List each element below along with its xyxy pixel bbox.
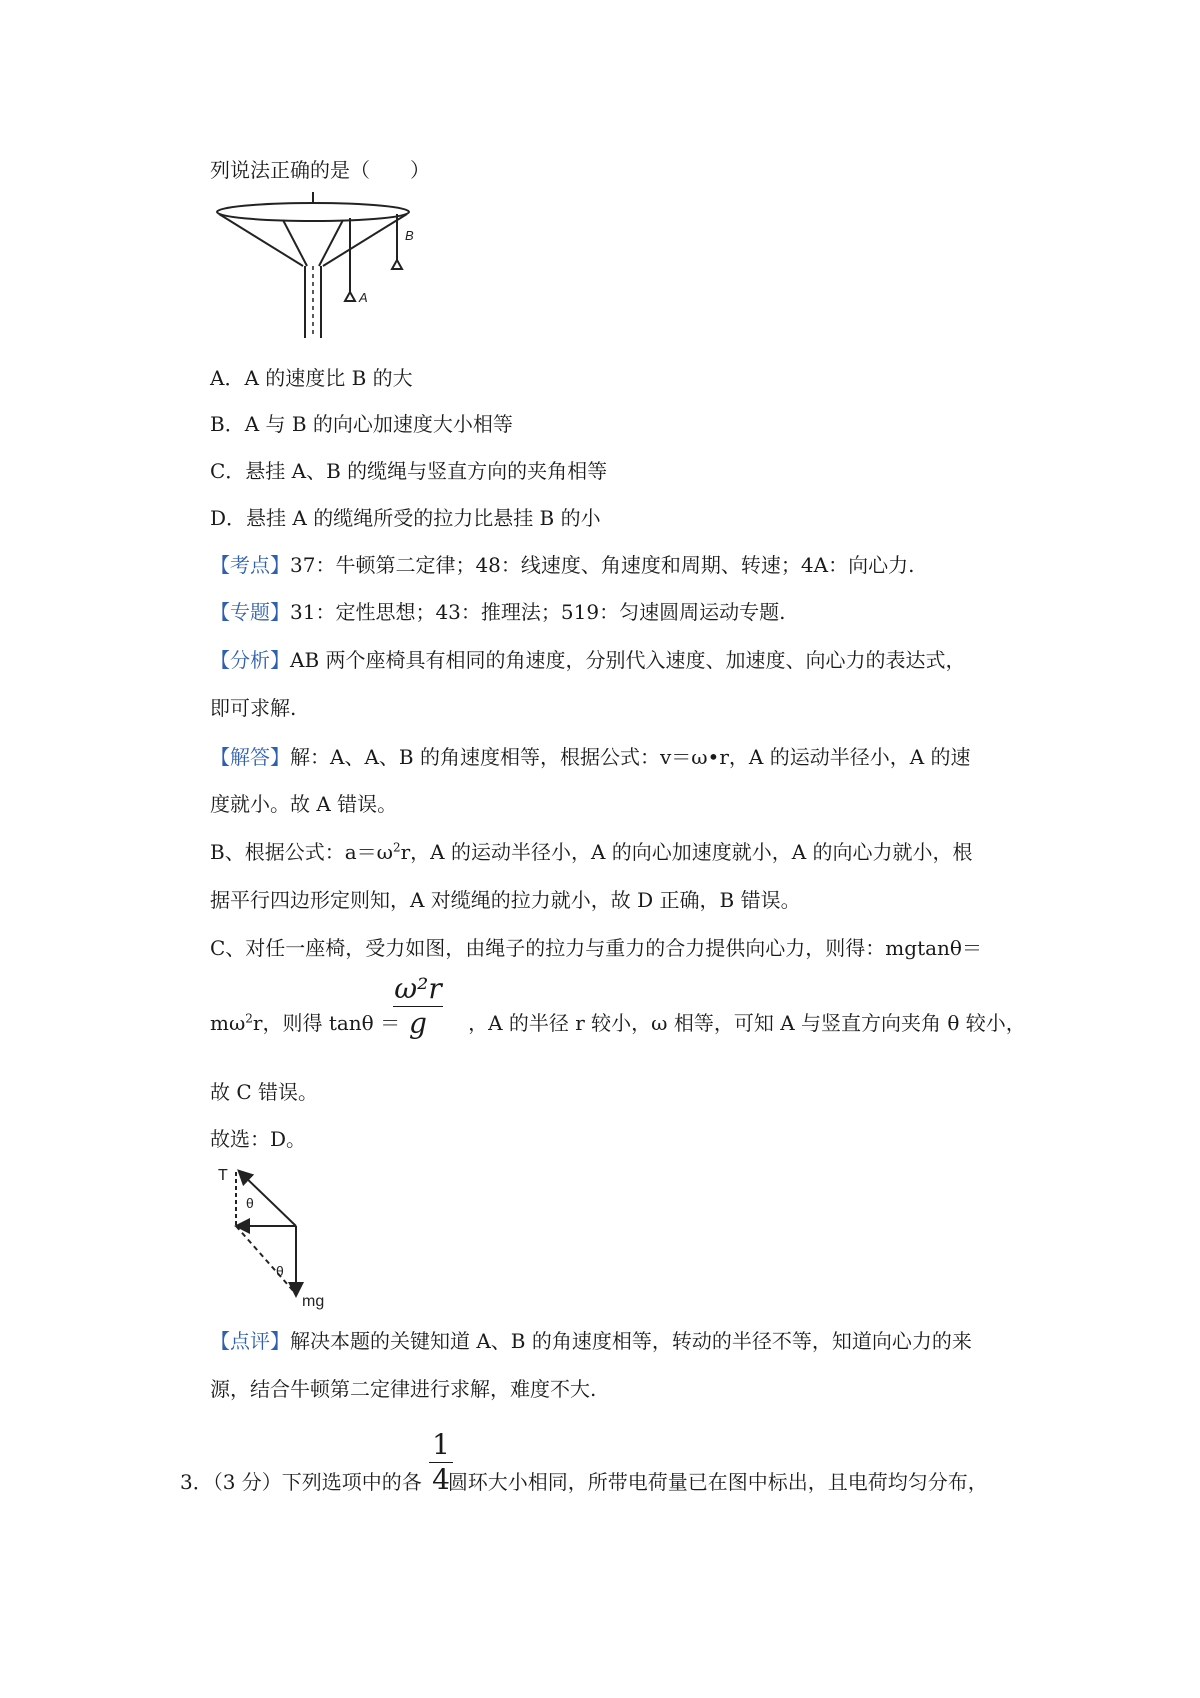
label-theta-bottom: θ [276,1263,284,1279]
zhuanti-line [210,598,785,626]
fenxi-tag: 【分析】 [210,648,290,672]
jieda-tag: 【解答】 [210,745,290,769]
dianping-line-1 [210,1327,972,1355]
zhuanti-tag: 【专题】 [210,600,290,624]
zhuanti-text: 31：定性思想；43：推理法；519：匀速圆周运动专题. [290,600,786,624]
part-b-text-a: B、根据公式：a＝ω [210,840,393,864]
option-b: B．A 与 B 的向心加速度大小相等 [210,412,513,436]
question-stem-tail: 列说法正确的是（ ） [210,158,430,182]
tan-theta-fraction [393,972,443,1041]
answer-line: 故选：D。 [210,1127,307,1151]
dianping-tag: 【点评】 [210,1329,290,1353]
label-mg: mg [302,1293,325,1310]
label-A: A [359,290,368,305]
force-diagram [210,1160,340,1310]
part-c-sup: 2 [245,1011,253,1026]
label-T: T [218,1167,228,1184]
q3-fraction-denominator: 4 [432,1463,450,1496]
option-a: A．A 的速度比 B 的大 [210,366,413,390]
part-b-line-2: 据平行四边形定则知，A 对缆绳的拉力就小，故 D 正确，B 错误。 [210,888,801,912]
dianping-text-1: 解决本题的关键知道 A、B 的角速度相等，转动的半径不等，知道向心力的来 [290,1329,972,1353]
question-3-line [180,1468,988,1496]
part-c-text-c: ，A 的半径 r 较小，ω 相等，可知 A 与竖直方向夹角 θ 较小， [468,1011,1026,1035]
q3-prefix: 3．（3 分）下列选项中的各 [180,1470,422,1494]
part-c-text-a: mω [210,1011,246,1035]
dianping-line-2: 源，结合牛顿第二定律进行求解，难度不大. [210,1377,597,1401]
kaodian-text: 37：牛顿第二定律；48：线速度、角速度和周期、转速；4A：向心力. [290,553,915,577]
part-c-line-3: 故 C 错误。 [210,1080,319,1104]
jieda-text-1: 解：A、A、B 的角速度相等，根据公式：v＝ω•r，A 的运动半径小，A 的速 [290,745,971,769]
part-c-text-b: r，则得 tanθ ＝ [252,1011,401,1035]
quarter-fraction [429,1428,453,1497]
option-c: C．悬挂 A、B 的缆绳与竖直方向的夹角相等 [210,459,608,483]
swing-ride-figure [205,190,435,340]
part-c-line-2 [210,1009,1026,1037]
part-b-text-b: r，A 的运动半径小，A 的向心加速度就小，A 的向心力就小，根 [400,840,973,864]
label-B: B [405,228,414,243]
part-b-line-1 [210,838,973,866]
option-d: D．悬挂 A 的缆绳所受的拉力比悬挂 B 的小 [210,506,601,530]
part-b-sup: 2 [392,840,401,855]
fenxi-line-1 [210,646,966,674]
fraction-denominator: g [409,1007,427,1040]
jieda-line-2: 度就小。故 A 错误。 [210,792,398,816]
fraction-numerator: ω²r [394,972,442,1005]
q3-suffix: 圆环大小相同，所带电荷量已在图中标出，且电荷均匀分布， [447,1470,988,1494]
part-c-line-1: C、对任一座椅，受力如图，由绳子的拉力与重力的合力提供向心力，则得：mgtanθ＝ [210,936,982,960]
fenxi-line-2: 即可求解. [210,696,297,720]
fenxi-text-1: AB 两个座椅具有相同的角速度，分别代入速度、加速度、向心力的表达式， [290,648,966,672]
label-theta-top: θ [246,1195,254,1211]
jieda-line-1 [210,743,971,771]
q3-fraction-numerator: 1 [432,1428,450,1461]
kaodian-line [210,551,914,579]
kaodian-tag: 【考点】 [210,553,290,577]
